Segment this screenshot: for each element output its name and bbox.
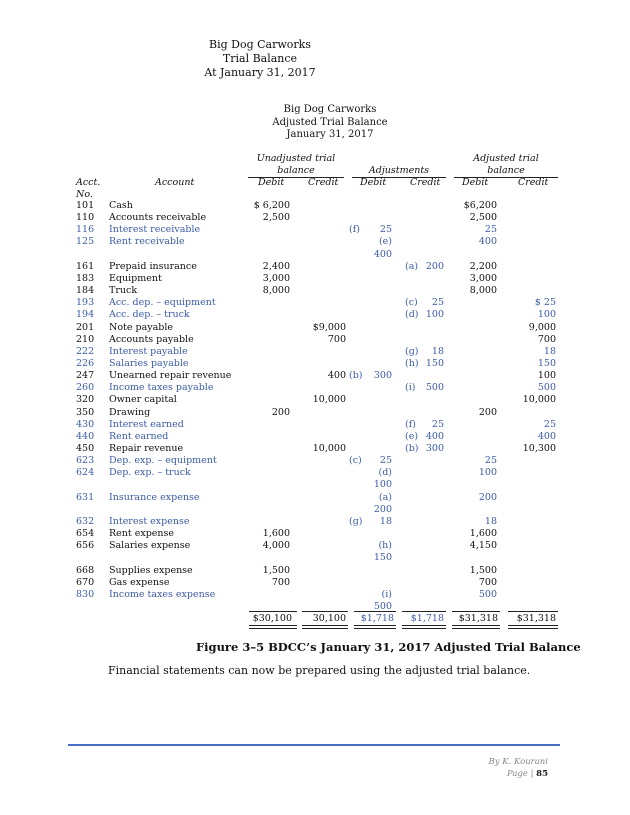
- adjustment-credit-letter: (f): [405, 418, 416, 430]
- adjusted-credit: 10,000: [522, 394, 556, 406]
- adjustment-credit-letter: (c): [405, 297, 418, 309]
- footer-page: [400, 768, 548, 780]
- account-name: Accounts receivable: [109, 212, 207, 224]
- adjusted-debit: 400: [478, 236, 497, 248]
- account-name: Note payable: [109, 321, 174, 333]
- table-row: [0, 249, 630, 261]
- account-name: Income taxes payable: [109, 382, 214, 394]
- table-row: [0, 394, 630, 406]
- unadjusted-debit: 700: [271, 576, 290, 588]
- unadjusted-credit: 700: [327, 333, 346, 345]
- adjusted-credit: 10,300: [522, 443, 556, 454]
- adjusted-debit: 700: [478, 576, 497, 588]
- total-rule: [249, 611, 297, 612]
- unadjusted-credit: $9,000: [312, 321, 346, 333]
- adjustment-debit: 25: [379, 455, 392, 467]
- adjustment-credit: 25: [431, 418, 444, 430]
- unadjusted-debit: $ 6,200: [253, 200, 290, 211]
- footer-page-number: 85: [536, 769, 548, 779]
- table-row: [0, 200, 630, 212]
- col-header-line: No.: [76, 189, 93, 200]
- page-title-line: Trial Balance: [222, 52, 298, 65]
- adjusted-debit: 2,500: [469, 212, 497, 224]
- account-name: Interest expense: [109, 515, 190, 527]
- table-row: [0, 224, 630, 236]
- table-row: [0, 261, 630, 273]
- adjusted-debit: 1,600: [469, 528, 497, 540]
- adjustment-debit: 500: [373, 600, 392, 612]
- group-header-line: Adjustments: [352, 165, 446, 178]
- total-rule: [354, 611, 396, 612]
- page-title-line: At January 31, 2017: [204, 66, 316, 79]
- adjustment-credit-letter: (d): [405, 309, 419, 321]
- total-adjusted-debit: $31,318: [458, 613, 498, 624]
- table-row: [0, 407, 630, 419]
- account-name: Acc. dep. – truck: [109, 309, 190, 321]
- adjustment-credit: 300: [425, 443, 444, 454]
- acct-number: 830: [76, 588, 95, 600]
- table-title-line: January 31, 2017: [286, 129, 374, 140]
- adjustment-credit: 150: [425, 357, 444, 369]
- adjustment-credit: 200: [425, 260, 444, 272]
- unadjusted-credit: 400: [327, 370, 346, 382]
- table-row: [0, 552, 630, 564]
- double-rule: [354, 625, 396, 629]
- acct-number: 184: [76, 285, 95, 297]
- col-header-acct-no: [76, 177, 100, 201]
- adjustment-debit: 300: [373, 370, 392, 382]
- account-name: Drawing: [109, 406, 151, 418]
- acct-number: 624: [76, 467, 95, 479]
- adjustment-debit: 400: [373, 248, 392, 260]
- page-title: [180, 38, 340, 80]
- adjusted-credit: 100: [537, 370, 556, 382]
- acct-number: 260: [76, 382, 95, 394]
- account-name: Insurance expense: [109, 491, 200, 503]
- acct-number: 670: [76, 576, 95, 588]
- adjusted-credit: 400: [537, 430, 556, 442]
- table-title: [260, 104, 400, 142]
- adjusted-credit: 150: [537, 357, 556, 369]
- adjusted-debit: 200: [478, 406, 497, 418]
- adjusted-credit: 9,000: [528, 321, 556, 333]
- total-unadjusted-credit: 30,100: [312, 613, 346, 624]
- adjusted-debit: 2,200: [469, 260, 497, 272]
- account-name: Acc. dep. – equipment: [109, 297, 216, 309]
- footer-rule: [68, 744, 560, 746]
- table-title-line: Big Dog Carworks: [283, 104, 377, 115]
- double-rule: [452, 625, 500, 629]
- unadjusted-debit: 2,500: [262, 212, 290, 224]
- footer-page-label: Page |: [507, 769, 534, 779]
- acct-number: 183: [76, 272, 95, 284]
- unadjusted-credit: 10,000: [312, 443, 346, 454]
- unadjusted-debit: 2,400: [262, 260, 290, 272]
- adjusted-debit: 1,500: [469, 564, 497, 576]
- col-header-adjustment-debit: Debit: [360, 177, 387, 188]
- total-rule: [452, 611, 500, 612]
- adjustment-debit: 200: [373, 503, 392, 515]
- unadjusted-debit: 1,500: [262, 564, 290, 576]
- adjusted-debit: 8,000: [469, 285, 497, 297]
- acct-number: 226: [76, 357, 95, 369]
- col-header-line: Acct.: [76, 177, 101, 188]
- adjusted-credit: 500: [537, 382, 556, 394]
- adjustment-credit-letter: (a): [405, 260, 419, 272]
- table-row: [0, 589, 630, 601]
- account-name: Repair revenue: [109, 443, 184, 454]
- total-rule: [508, 611, 558, 612]
- adjustment-debit-letter: (g): [349, 515, 363, 527]
- account-name: Accounts payable: [109, 333, 194, 345]
- adjusted-debit: 25: [484, 455, 497, 467]
- account-name: Supplies expense: [109, 564, 193, 576]
- adjustment-debit: (a): [378, 491, 392, 503]
- account-name: Dep. exp. – equipment: [109, 455, 217, 467]
- acct-number: 125: [76, 236, 95, 248]
- group-header-line: Unadjusted trial: [256, 153, 336, 164]
- adjustment-debit: 18: [379, 515, 392, 527]
- account-name: Unearned repair revenue: [109, 370, 232, 382]
- acct-number: 201: [76, 321, 95, 333]
- acct-number: 430: [76, 418, 95, 430]
- account-name: Owner capital: [109, 394, 177, 406]
- adjustment-debit-letter: (c): [349, 455, 362, 467]
- unadjusted-debit: 200: [271, 406, 290, 418]
- adjusted-debit: 200: [478, 491, 497, 503]
- table-row: [0, 358, 630, 370]
- page-title-line: Big Dog Carworks: [209, 38, 311, 51]
- account-name: Interest receivable: [109, 224, 201, 236]
- adjusted-debit: 25: [484, 224, 497, 236]
- table-row: [0, 212, 630, 224]
- double-rule: [249, 625, 297, 629]
- table-row: [0, 346, 630, 358]
- total-rule: [302, 611, 348, 612]
- double-rule: [302, 625, 348, 629]
- acct-number: 247: [76, 370, 95, 382]
- table-row: [0, 455, 630, 467]
- body-paragraph: Financial statements can now be prepared using the adjusted trial balance.: [108, 664, 531, 677]
- table-row: [0, 322, 630, 334]
- adjusted-debit: $6,200: [463, 200, 497, 211]
- acct-number: 116: [76, 224, 95, 236]
- table-row: [0, 479, 630, 491]
- adjusted-debit: 4,150: [469, 540, 497, 552]
- account-name: Rent earned: [109, 430, 169, 442]
- adjustment-credit: 25: [431, 297, 444, 309]
- table-row: [0, 565, 630, 577]
- totals-row: [0, 613, 630, 625]
- col-header-adjusted-credit: Credit: [518, 177, 549, 188]
- acct-number: 654: [76, 528, 95, 540]
- total-adjustment-credit: $1,718: [410, 613, 444, 624]
- adjusted-debit: 500: [478, 588, 497, 600]
- table-row: [0, 297, 630, 309]
- table-row: [0, 577, 630, 589]
- unadjusted-debit: 4,000: [262, 540, 290, 552]
- table-row: [0, 236, 630, 248]
- account-name: Rent receivable: [109, 236, 185, 248]
- acct-number: 623: [76, 455, 95, 467]
- acct-number: 440: [76, 430, 95, 442]
- group-header-line: Adjusted trial: [473, 153, 539, 164]
- account-name: Prepaid insurance: [109, 260, 197, 272]
- figure-caption: Figure 3–5 BDCC’s January 31, 2017 Adjusted Trial Balance: [196, 640, 581, 654]
- adjusted-debit: 100: [478, 467, 497, 479]
- adjustment-credit: 400: [425, 430, 444, 442]
- table-row: [0, 370, 630, 382]
- adjustment-debit-letter: (f): [349, 224, 360, 236]
- acct-number: 350: [76, 406, 95, 418]
- account-name: Salaries expense: [109, 540, 191, 552]
- acct-number: 161: [76, 260, 95, 272]
- unadjusted-debit: 1,600: [262, 528, 290, 540]
- adjustment-credit-letter: (i): [405, 382, 416, 394]
- account-name: Gas expense: [109, 576, 170, 588]
- unadjusted-debit: 8,000: [262, 285, 290, 297]
- acct-number: 222: [76, 345, 95, 357]
- total-adjusted-credit: $31,318: [516, 613, 556, 624]
- acct-number: 668: [76, 564, 95, 576]
- account-name: Interest payable: [109, 345, 188, 357]
- col-header-adjusted-debit: Debit: [462, 177, 489, 188]
- acct-number: 193: [76, 297, 95, 309]
- total-unadjusted-debit: $30,100: [252, 613, 292, 624]
- table-row: [0, 492, 630, 504]
- adjustment-credit-letter: (b): [405, 443, 419, 454]
- adjustment-debit: (h): [378, 540, 392, 552]
- adjustment-credit-letter: (e): [405, 430, 419, 442]
- col-header-account: Account: [155, 177, 195, 188]
- acct-number: 631: [76, 491, 95, 503]
- footer-author: By K. Kourani: [488, 757, 548, 767]
- account-name: Interest earned: [109, 418, 184, 430]
- group-header-line: balance: [454, 165, 558, 178]
- table-row: [0, 431, 630, 443]
- adjustment-credit-letter: (h): [405, 357, 419, 369]
- adjustment-debit: (d): [378, 467, 392, 479]
- acct-number: 110: [76, 212, 95, 224]
- account-name: Salaries payable: [109, 357, 189, 369]
- group-header-line: balance: [248, 165, 344, 178]
- acct-number: 656: [76, 540, 95, 552]
- table-row: [0, 334, 630, 346]
- adjusted-credit: 700: [537, 333, 556, 345]
- total-rule: [402, 611, 446, 612]
- col-header-unadjusted-debit: Debit: [258, 177, 285, 188]
- account-name: Cash: [109, 200, 133, 211]
- double-rule: [402, 625, 446, 629]
- adjustment-credit-letter: (g): [405, 345, 419, 357]
- table-row: [0, 516, 630, 528]
- adjustment-debit: (i): [381, 588, 392, 600]
- table-row: [0, 419, 630, 431]
- adjusted-credit: 18: [543, 345, 556, 357]
- col-header-unadjusted-credit: Credit: [308, 177, 339, 188]
- adjusted-debit: 18: [484, 515, 497, 527]
- table-row: [0, 309, 630, 321]
- unadjusted-credit: 10,000: [312, 394, 346, 406]
- adjustment-debit: 100: [373, 479, 392, 491]
- table-row: [0, 443, 630, 455]
- acct-number: 210: [76, 333, 95, 345]
- double-rule: [508, 625, 558, 629]
- table-row: [0, 540, 630, 552]
- unadjusted-group-header: [248, 153, 344, 178]
- adjusted-credit: 25: [543, 418, 556, 430]
- adjustment-credit: 100: [425, 309, 444, 321]
- adjustment-debit-letter: (b): [349, 370, 363, 382]
- table-row: [0, 528, 630, 540]
- adjusted-credit: $ 25: [534, 297, 556, 309]
- table-row: [0, 273, 630, 285]
- acct-number: 194: [76, 309, 95, 321]
- col-header-adjustment-credit: Credit: [410, 177, 441, 188]
- acct-number: 320: [76, 394, 95, 406]
- table-row: [0, 285, 630, 297]
- adjustment-debit: (e): [378, 236, 392, 248]
- account-name: Dep. exp. – truck: [109, 467, 191, 479]
- table-row: [0, 504, 630, 516]
- adjusted-group-header: [454, 153, 558, 178]
- acct-number: 101: [76, 200, 95, 211]
- unadjusted-debit: 3,000: [262, 272, 290, 284]
- adjustment-credit: 500: [425, 382, 444, 394]
- table-title-line: Adjusted Trial Balance: [272, 116, 388, 128]
- account-name: Rent expense: [109, 528, 175, 540]
- acct-number: 450: [76, 443, 95, 454]
- adjustment-debit: 25: [379, 224, 392, 236]
- adjustment-credit: 18: [431, 345, 444, 357]
- table-row: [0, 467, 630, 479]
- account-name: Equipment: [109, 272, 162, 284]
- table-row: [0, 382, 630, 394]
- account-name: Truck: [109, 285, 138, 297]
- total-adjustment-debit: $1,718: [360, 613, 394, 624]
- adjusted-credit: 100: [537, 309, 556, 321]
- account-name: Income taxes expense: [109, 588, 216, 600]
- adjusted-debit: 3,000: [469, 272, 497, 284]
- acct-number: 632: [76, 515, 95, 527]
- adjustment-debit: 150: [373, 552, 392, 564]
